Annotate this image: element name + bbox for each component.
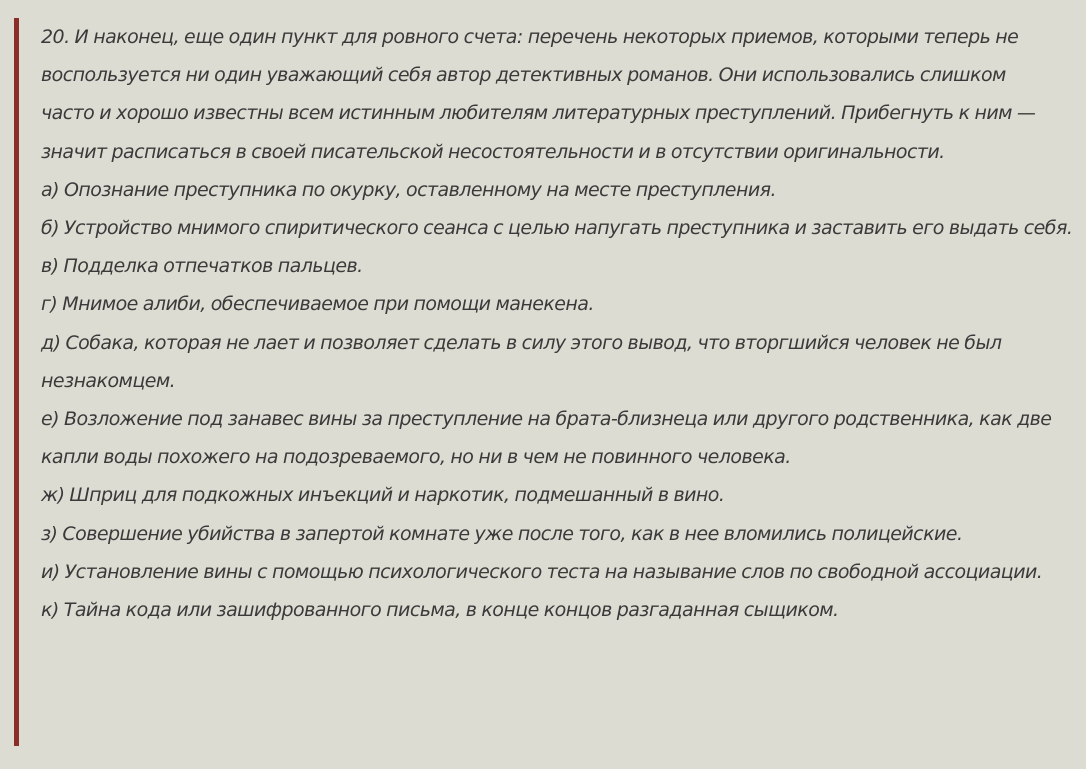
list-item-d: д) Собака, которая не лает и позволяет сделать в силу этого вывод, что вторгшийся человек не был незнакомцем. [41,331,1002,392]
list-item-v: в) Подделка отпечатков пальцев. [41,255,363,278]
list-item-zh: ж) Шприц для подкожных инъекций и наркотик, подмешанный в вино. [41,484,725,507]
list-item-e: е) Возложение под занавес вины за преступление на брата-близнеца или другого родственника, как две капли воды похожего на подозреваемого, но ни в чем не повинного человека. [41,408,1052,469]
list-item-i: и) Установление вины с помощью психологического теста на называние слов по свободной ассоциации. [41,560,1043,583]
list-item-z: з) Совершение убийства в запертой комнате уже после того, как в нее вломились полицейские. [41,522,963,545]
rule-20-intro: 20. И наконец, еще один пункт для ровного счета: перечень некоторых приемов, которыми теперь не воспользуется ни один уважающий себя автор детективных романов. Они использовались слишком часто и хорошо известны всем истинным любителям литературных преступлений. Прибегнуть к ним — значит расписаться в своей писательской несостоятельности и в отсутствии оригинальности. [41,26,1036,163]
list-item-a: а) Опознание преступника по окурку, оставленному на месте преступления. [41,178,776,201]
list-item-g: г) Мнимое алиби, обеспечиваемое при помощи манекена. [41,293,594,316]
list-item-b: б) Устройство мнимого спиритического сеанса с целью напугать преступника и заставить его выдать себя. [41,217,1073,240]
quote-block [14,18,1074,746]
list-item-k: к) Тайна кода или зашифрованного письма, в конце концов разгаданная сыщиком. [41,599,839,622]
